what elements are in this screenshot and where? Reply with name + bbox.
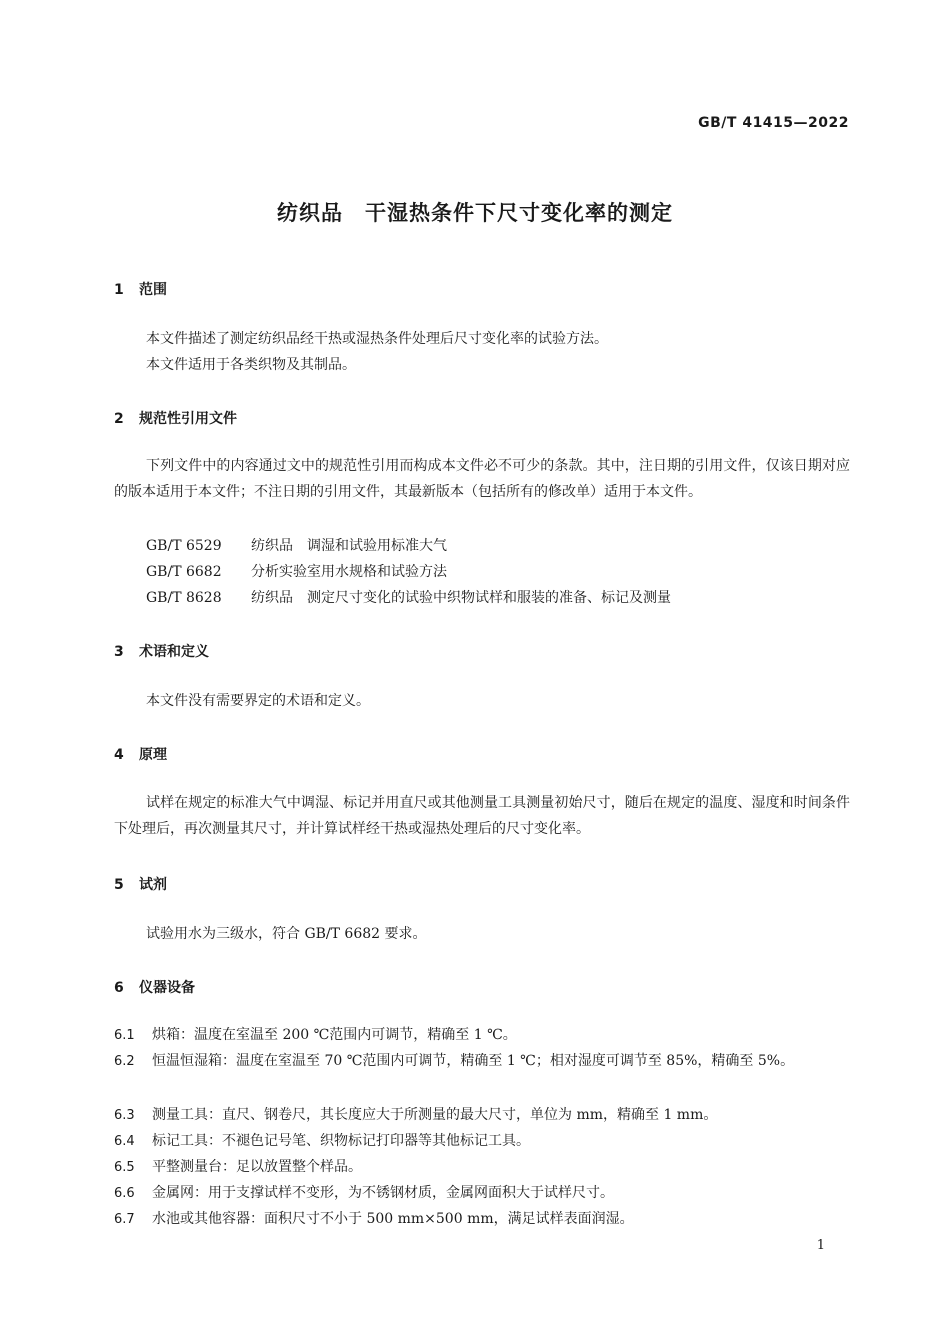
reference-title: 纺织品 测定尺寸变化的试验中织物试样和服装的准备、标记及测量 [251, 590, 671, 606]
reference-item [146, 535, 447, 555]
item-text: 水池或其他容器：面积尺寸不小于 500 mm×500 mm，满足试样表面润湿。 [152, 1211, 634, 1227]
section-title: 原理 [139, 747, 167, 763]
section-title: 范围 [139, 282, 167, 298]
section-title: 仪器设备 [139, 980, 195, 996]
apparatus-item [114, 1180, 850, 1207]
terms-line: 本文件没有需要界定的术语和定义。 [146, 693, 370, 709]
item-text: 烘箱：温度在室温至 200 ℃范围内可调节，精确至 1 ℃。 [152, 1027, 517, 1043]
section-number: 6 [114, 980, 124, 996]
item-number: 6.4 [114, 1134, 135, 1149]
section-title: 术语和定义 [139, 644, 209, 660]
apparatus-item [114, 1128, 850, 1155]
section-3-heading [114, 641, 209, 661]
item-text: 金属网：用于支撑试样不变形，为不锈钢材质，金属网面积大于试样尺寸。 [152, 1185, 614, 1201]
apparatus-item [114, 1206, 850, 1233]
principle-paragraph: 试样在规定的标准大气中调湿、标记并用直尺或其他测量工具测量初始尺寸，随后在规定的温度、湿度和时间条件下处理后，再次测量其尺寸，并计算试样经干热或湿热处理后的尺寸变化率。 [114, 795, 850, 837]
reference-title: 纺织品 调湿和试验用标准大气 [251, 538, 447, 554]
scope-line-2: 本文件适用于各类织物及其制品。 [146, 357, 356, 373]
section-number: 4 [114, 747, 124, 763]
apparatus-item [114, 1022, 850, 1049]
reference-code: GB/T 6529 [146, 538, 222, 554]
apparatus-item [114, 1048, 850, 1075]
item-number: 6.6 [114, 1186, 135, 1201]
item-number: 6.3 [114, 1108, 135, 1123]
section-6-heading [114, 977, 195, 997]
standard-code: GB/T 41415—2022 [698, 115, 849, 131]
section-5-heading [114, 874, 167, 894]
section-1-heading [114, 279, 167, 299]
section-title: 试剂 [139, 877, 167, 893]
reference-code: GB/T 6682 [146, 564, 222, 580]
scope-line-1: 本文件描述了测定纺织品经干热或湿热条件处理后尺寸变化率的试验方法。 [146, 331, 608, 347]
references-paragraph: 下列文件中的内容通过文中的规范性引用而构成本文件必不可少的条款。其中，注日期的引用文件，仅该日期对应的版本适用于本文件；不注日期的引用文件，其最新版本（包括所有的修改单）适用于本文件。 [114, 458, 850, 500]
reference-title: 分析实验室用水规格和试验方法 [251, 564, 447, 580]
item-text: 标记工具：不褪色记号笔、织物标记打印器等其他标记工具。 [152, 1133, 530, 1149]
item-number: 6.2 [114, 1054, 135, 1069]
reagent-line: 试验用水为三级水，符合 GB/T 6682 要求。 [146, 926, 427, 942]
section-number: 3 [114, 644, 124, 660]
item-number: 6.5 [114, 1160, 135, 1175]
item-number: 6.7 [114, 1212, 135, 1227]
reference-item [146, 561, 447, 581]
apparatus-item [114, 1154, 850, 1181]
apparatus-item [114, 1102, 850, 1129]
section-2-heading [114, 408, 237, 428]
page-number: 1 [816, 1238, 825, 1253]
section-title: 规范性引用文件 [139, 411, 237, 427]
item-text: 恒温恒湿箱：温度在室温至 70 ℃范围内可调节，精确至 1 ℃；相对湿度可调节至 85%，精确至 5%。 [152, 1053, 795, 1069]
item-text: 平整测量台：足以放置整个样品。 [152, 1159, 362, 1175]
section-number: 1 [114, 282, 124, 298]
reference-code: GB/T 8628 [146, 590, 222, 606]
section-4-heading [114, 744, 167, 764]
item-text: 测量工具：直尺、钢卷尺，其长度应大于所测量的最大尺寸，单位为 mm，精确至 1 mm。 [152, 1107, 718, 1123]
reference-item [146, 587, 671, 607]
item-number: 6.1 [114, 1028, 135, 1043]
document-title: 纺织品 干湿热条件下尺寸变化率的测定 [277, 201, 673, 225]
section-number: 2 [114, 411, 124, 427]
section-number: 5 [114, 877, 124, 893]
